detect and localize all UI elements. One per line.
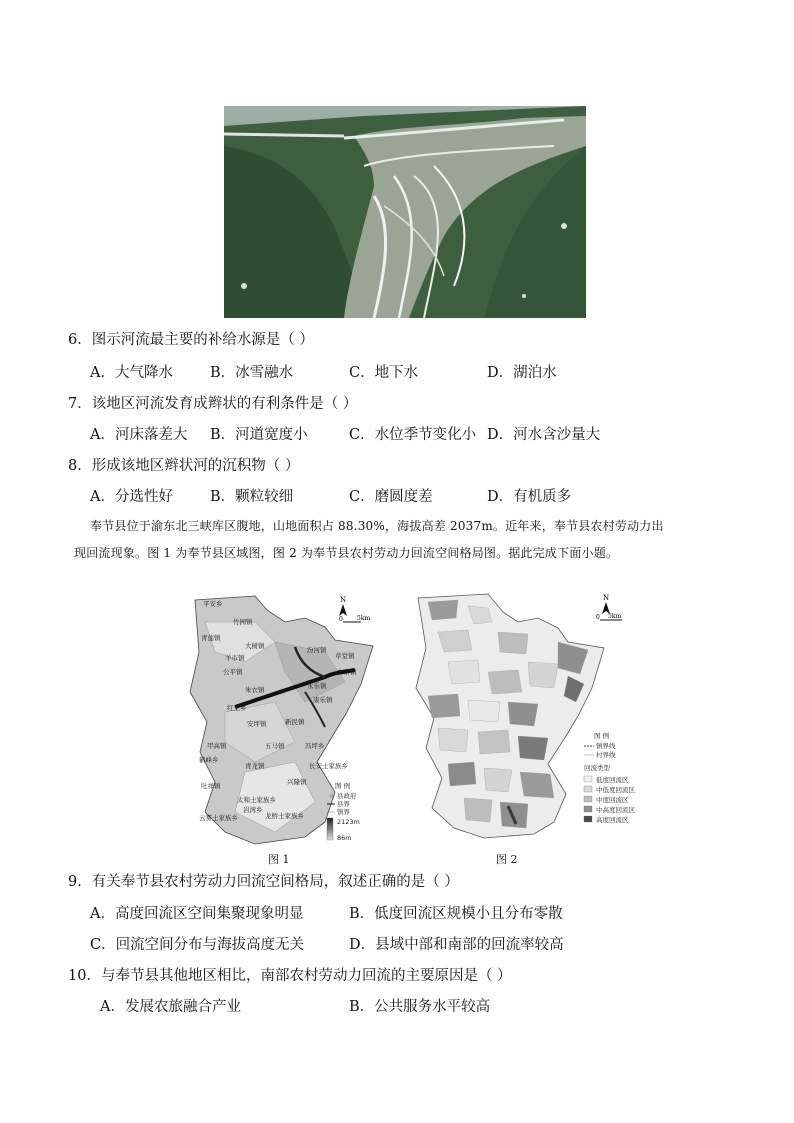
question-6 (68, 331, 314, 349)
svg-text:5km: 5km (608, 613, 622, 620)
town-label: 草堂镇 (335, 652, 355, 660)
town-label: 平安乡 (203, 600, 223, 608)
option-d[interactable]: D．湖泊水 (487, 365, 557, 381)
scale-bar (339, 615, 370, 623)
svg-text:中低度回流区: 中低度回流区 (596, 786, 635, 794)
svg-text:镇界线: 镇界线 (596, 742, 616, 750)
svg-text:图 例: 图 例 (594, 732, 610, 740)
figure-1-map (185, 592, 385, 852)
svg-text:县界: 县界 (337, 800, 350, 808)
svg-text:中度回流区: 中度回流区 (596, 796, 629, 804)
question-stem: 该地区河流发育成辫状的有利条件是（ ） (91, 396, 358, 412)
town-label: 红土乡 (227, 704, 247, 712)
option-c[interactable]: C．地下水 (349, 365, 419, 381)
question-number: 9． (68, 874, 92, 890)
option-c[interactable]: C．回流空间分布与海拔高度无关 (90, 937, 305, 953)
town-label: 冯坪乡 (305, 742, 325, 750)
town-label: 岩湾乡 (243, 806, 263, 814)
svg-text:县政府: 县政府 (337, 792, 357, 800)
town-label: 太和土家族乡 (237, 796, 276, 804)
option-a[interactable]: A．大气降水 (90, 365, 173, 381)
svg-text:N: N (603, 594, 610, 602)
town-label: 青莲镇 (201, 634, 221, 642)
town-label: 汾河镇 (307, 646, 327, 654)
svg-text:回流类型: 回流类型 (584, 764, 610, 772)
option-c[interactable]: C．水位季节变化小 (349, 427, 477, 443)
town-label: 兴隆镇 (287, 778, 307, 786)
svg-text:N: N (340, 596, 347, 604)
question-stem: 形成该地区辫状河的沉积物（ ） (91, 458, 300, 474)
question-number: 8． (68, 458, 92, 474)
town-label: 永乐镇 (307, 682, 327, 690)
north-arrow-icon (339, 596, 347, 616)
option-c[interactable]: C．磨圆度差 (349, 489, 433, 505)
figure-2-legend (584, 731, 636, 824)
question-stem: 与奉节县其他地区相比，南部农村劳动力回流的主要原因是（ ） (100, 968, 512, 984)
town-label: 康乐镇 (313, 696, 333, 704)
svg-text:高度回流区: 高度回流区 (596, 816, 629, 824)
town-label: 朱衣镇 (245, 686, 265, 694)
scale-bar (596, 613, 622, 621)
option-b[interactable]: B．冰雪融水 (210, 365, 294, 381)
town-label: 长安土家族乡 (309, 762, 348, 770)
town-label: 吐祥镇 (201, 782, 221, 790)
svg-text:图 例: 图 例 (335, 782, 351, 790)
town-label: 甲高镇 (207, 742, 227, 750)
question-9 (68, 873, 459, 891)
question-number: 10． (68, 968, 101, 984)
town-label: 云雾土家族乡 (199, 814, 238, 822)
option-d[interactable]: D．县域中部和南部的回流率较高 (349, 937, 564, 953)
figure-2-map (408, 592, 635, 840)
figure-2-caption: 图 2 (496, 853, 518, 866)
option-a[interactable]: A．发展农旅融合产业 (100, 999, 241, 1015)
svg-text:中高度回流区: 中高度回流区 (596, 806, 635, 814)
figure-1-caption: 图 1 (268, 853, 290, 866)
town-label: 龙桥土家族乡 (265, 812, 304, 820)
question-7 (68, 395, 357, 413)
town-label: 安坪镇 (247, 720, 267, 728)
braided-river-image (224, 106, 586, 318)
braided-river-photo (224, 106, 586, 318)
svg-text:86m: 86m (337, 834, 352, 842)
option-b[interactable]: B．公共服务水平较高 (349, 999, 491, 1015)
option-d[interactable]: D．河水含沙量大 (487, 427, 601, 443)
svg-text:低度回流区: 低度回流区 (596, 776, 629, 784)
svg-text:0: 0 (339, 616, 343, 623)
svg-text:2123m: 2123m (337, 818, 360, 826)
svg-text:☆: ☆ (329, 792, 335, 800)
town-label: 白帝镇 (337, 668, 357, 676)
option-a[interactable]: A．分选性好 (90, 489, 173, 505)
svg-text:镇界: 镇界 (337, 808, 350, 816)
town-label: 大树镇 (245, 642, 265, 650)
option-a[interactable]: A．高度回流区空间集聚现象明显 (90, 906, 304, 922)
passage-line-2: 现回流现象。图 1 为奉节县区域图，图 2 为奉节县农村劳动力回流空间格局图。据此完成下面小题。 (74, 546, 619, 560)
passage-line-1: 奉节县位于渝东北三峡库区腹地，山地面积占 88.30%，海拔高差 2037m。近年来，奉节县农村劳动力出 (90, 519, 664, 533)
town-label: 青龙镇 (245, 762, 265, 770)
option-b[interactable]: B．河道宽度小 (210, 427, 308, 443)
town-label: 五马镇 (265, 742, 285, 750)
question-8 (68, 457, 299, 475)
town-label: 羊市镇 (225, 654, 245, 662)
option-b[interactable]: B．颗粒较细 (210, 489, 294, 505)
option-b[interactable]: B．低度回流区规模小且分布零散 (349, 906, 563, 922)
svg-text:5km: 5km (357, 615, 371, 622)
town-label: 鹤峰乡 (199, 756, 219, 764)
question-stem: 图示河流最主要的补给水源是（ ） (91, 332, 314, 348)
north-arrow-icon (602, 594, 610, 614)
option-a[interactable]: A．河床落差大 (90, 427, 188, 443)
svg-text:0: 0 (596, 614, 600, 621)
town-label: 竹园镇 (233, 618, 253, 626)
question-10 (68, 967, 512, 985)
town-label: 公平镇 (223, 668, 243, 676)
question-stem: 有关奉节县农村劳动力回流空间格局，叙述正确的是（ ） (91, 874, 459, 890)
reading-passage (74, 513, 730, 567)
question-number: 7． (68, 396, 92, 412)
option-d[interactable]: D．有机质多 (487, 489, 572, 505)
question-number: 6． (68, 332, 92, 348)
svg-text:村界线: 村界线 (596, 751, 616, 759)
town-label: 新民镇 (285, 718, 305, 726)
